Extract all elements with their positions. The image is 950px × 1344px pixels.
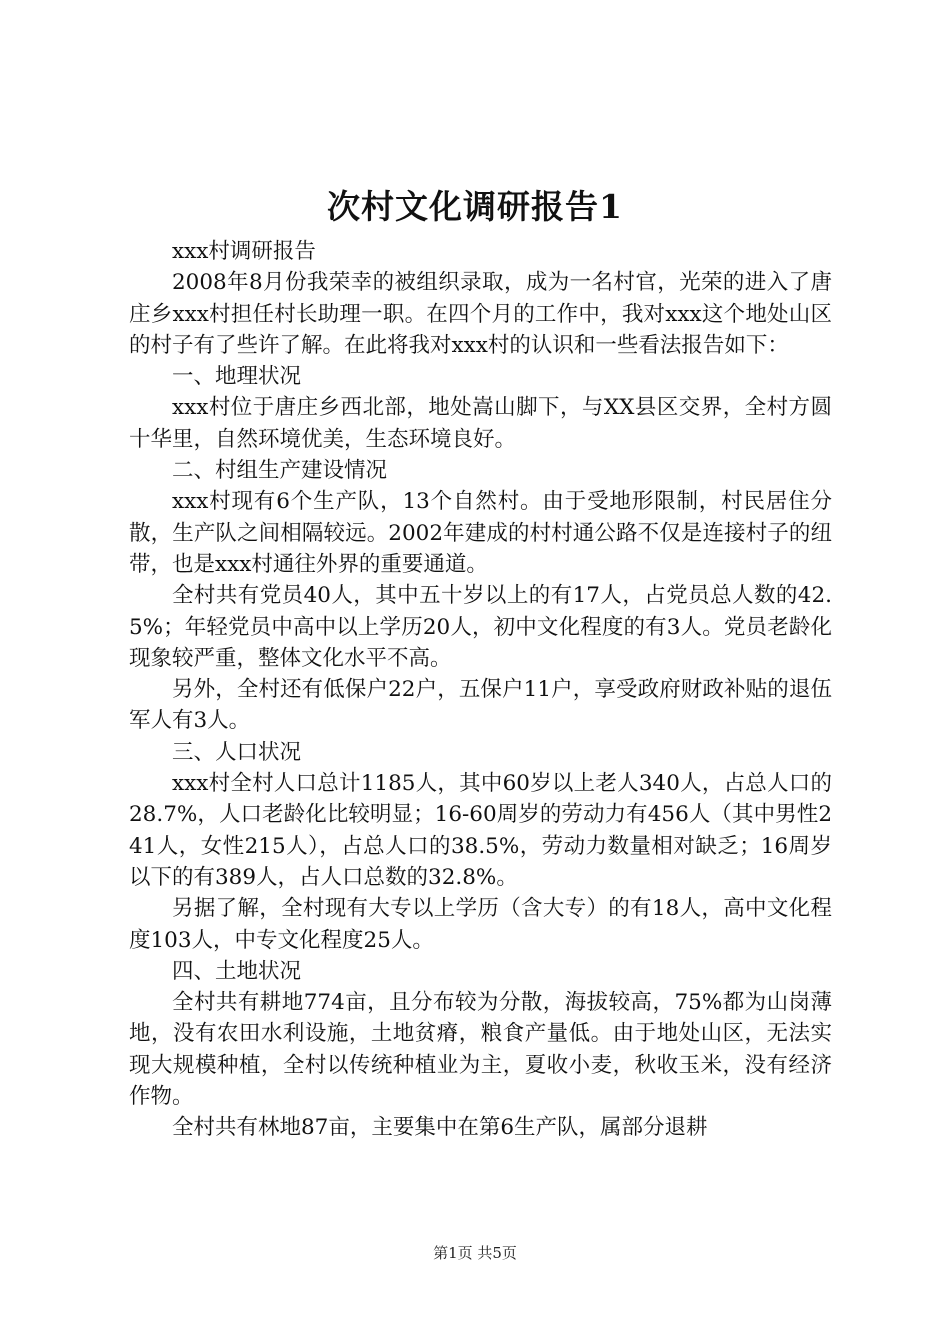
page-footer: 第1页 共5页 bbox=[433, 1244, 517, 1262]
paragraph-education: 另据了解，全村现有大专以上学历（含大专）的有18人，高中文化程度103人，中专文化程度25人。 bbox=[129, 896, 832, 953]
paragraph-party-members: 全村共有党员40人，其中五十岁以上的有17人，占党员总人数的42.5%；年轻党员中高中以上学历20人，初中文化程度的有3人。党员老龄化现象较严重，整体文化水平不高。 bbox=[129, 583, 832, 671]
section-heading-geography: 一、地理状况 bbox=[172, 364, 302, 390]
document-title: 次村文化调研报告1 bbox=[327, 187, 623, 226]
paragraph-farmland: 全村共有耕地774亩，且分布较为分散，海拔较高，75%都为山岗薄地，没有农田水利设施，土地贫瘠，粮食产量低。由于地处山区，无法实现大规模种植，全村以传统种植业为主，夏收小麦，秋收玉米，没有经济作物。 bbox=[129, 990, 832, 1110]
paragraph-production: xxx村现有6个生产队，13个自然村。由于受地形限制，村民居住分散，生产队之间相隔较远。2002年建成的村村通公路不仅是连接村子的纽带，也是xxx村通往外界的重要通道。 bbox=[129, 489, 832, 577]
paragraph-forest: 全村共有林地87亩，主要集中在第6生产队，属部分退耕 bbox=[172, 1115, 708, 1141]
document-body bbox=[129, 236, 832, 1144]
paragraph-population: xxx村全村人口总计1185人，其中60岁以上老人340人，占总人口的28.7%，人口老龄化比较明显；16-60周岁的劳动力有456人（其中男性241人，女性215人），占总人口的38.5%，劳动力数量相对缺乏；16周岁以下的有389人，占人口总数的32.8%。 bbox=[129, 771, 832, 890]
paragraph-geography: xxx村位于唐庄乡西北部，地处嵩山脚下，与XX县区交界，全村方圆十华里，自然环境优美，生态环境良好。 bbox=[129, 395, 832, 452]
paragraph-subsidies: 另外，全村还有低保户22户，五保户11户，享受政府财政补贴的退伍军人有3人。 bbox=[129, 677, 832, 734]
paragraph-intro: 2008年8月份我荣幸的被组织录取，成为一名村官，光荣的进入了唐庄乡xxx村担任村长助理一职。在四个月的工作中，我对xxx这个地处山区的村子有了些许了解。在此将我对xxx村的认识和一些看法报告如下： bbox=[129, 270, 832, 358]
section-heading-land: 四、土地状况 bbox=[172, 958, 302, 984]
section-heading-population: 三、人口状况 bbox=[172, 739, 302, 765]
paragraph-subtitle: xxx村调研报告 bbox=[172, 239, 316, 264]
section-heading-production: 二、村组生产建设情况 bbox=[172, 458, 388, 484]
